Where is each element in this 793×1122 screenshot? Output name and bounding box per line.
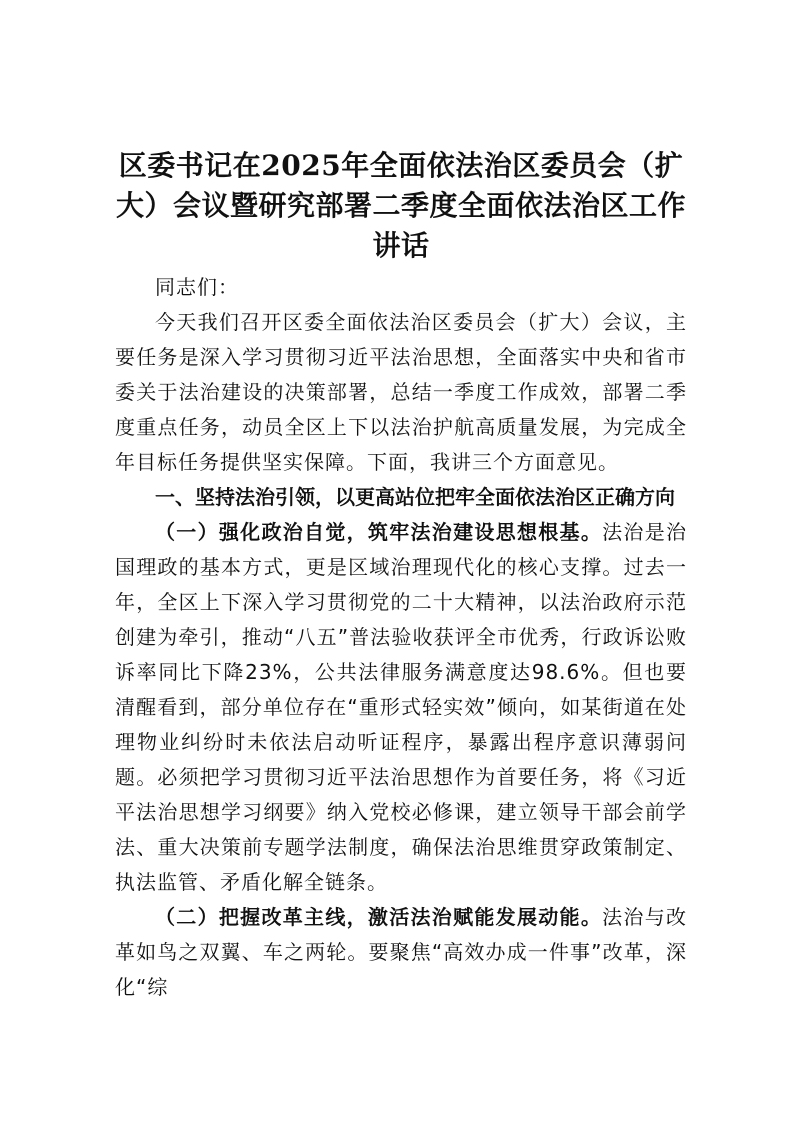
subsection-2-heading: （二）把握改革主线，激活法治赋能发展动能。 [155,905,603,929]
salutation: 同志们： [155,275,239,299]
subsection-2-body: 法治与改革如鸟之双翼、车之两轮。要聚焦“高效办成一件事”改革，深化“综 [115,905,688,999]
subsection-1-paragraph [115,515,687,900]
subsection-1-heading: （一）强化政治自觉，筑牢法治建设思想根基。 [155,520,603,544]
subsection-1-body: 法治是治国理政的基本方式，更是区域治理现代化的核心支撑。过去一年，全区上下深入学习贯彻党的二十大精神，以法治政府示范创建为牵引，推动“八五”普法验收获评全市优秀，行政诉讼败诉率同比下降23%，公共法律服务满意度达98.6%。但也要清醒看到，部分单位存在“重形式轻实效”倾向，如某街道在处理物业纠纷时未依法启动听证程序，暴露出程序意识薄弱问题。必须把学习贯彻习近平法治思想作为首要任务，将《习近平法治思想学习纲要》纳入党校必修课，建立领导干部会前学法、重大决策前专题学法制度，确保法治思维贯穿政策制定、执法监管、矛盾化解全链条。 [115,520,688,894]
intro-paragraph: 今天我们召开区委全面依法治区委员会（扩大）会议，主要任务是深入学习贯彻习近平法治思想，全面落实中央和省市委关于法治建设的决策部署，总结一季度工作成效，部署二季度重点任务，动员全区上下以法治护航高质量发展，为完成全年目标任务提供坚实保障。下面，我讲三个方面意见。 [115,310,687,474]
section-1-heading: 一、坚持法治引领，以更高站位把牢全面依法治区正确方向 [155,485,675,509]
document-title: 区委书记在2025年全面依法治区委员会（扩大）会议暨研究部署二季度全面依法治区工作讲话 [115,149,686,262]
document-page [115,146,687,1005]
subsection-2-paragraph [115,900,687,1005]
